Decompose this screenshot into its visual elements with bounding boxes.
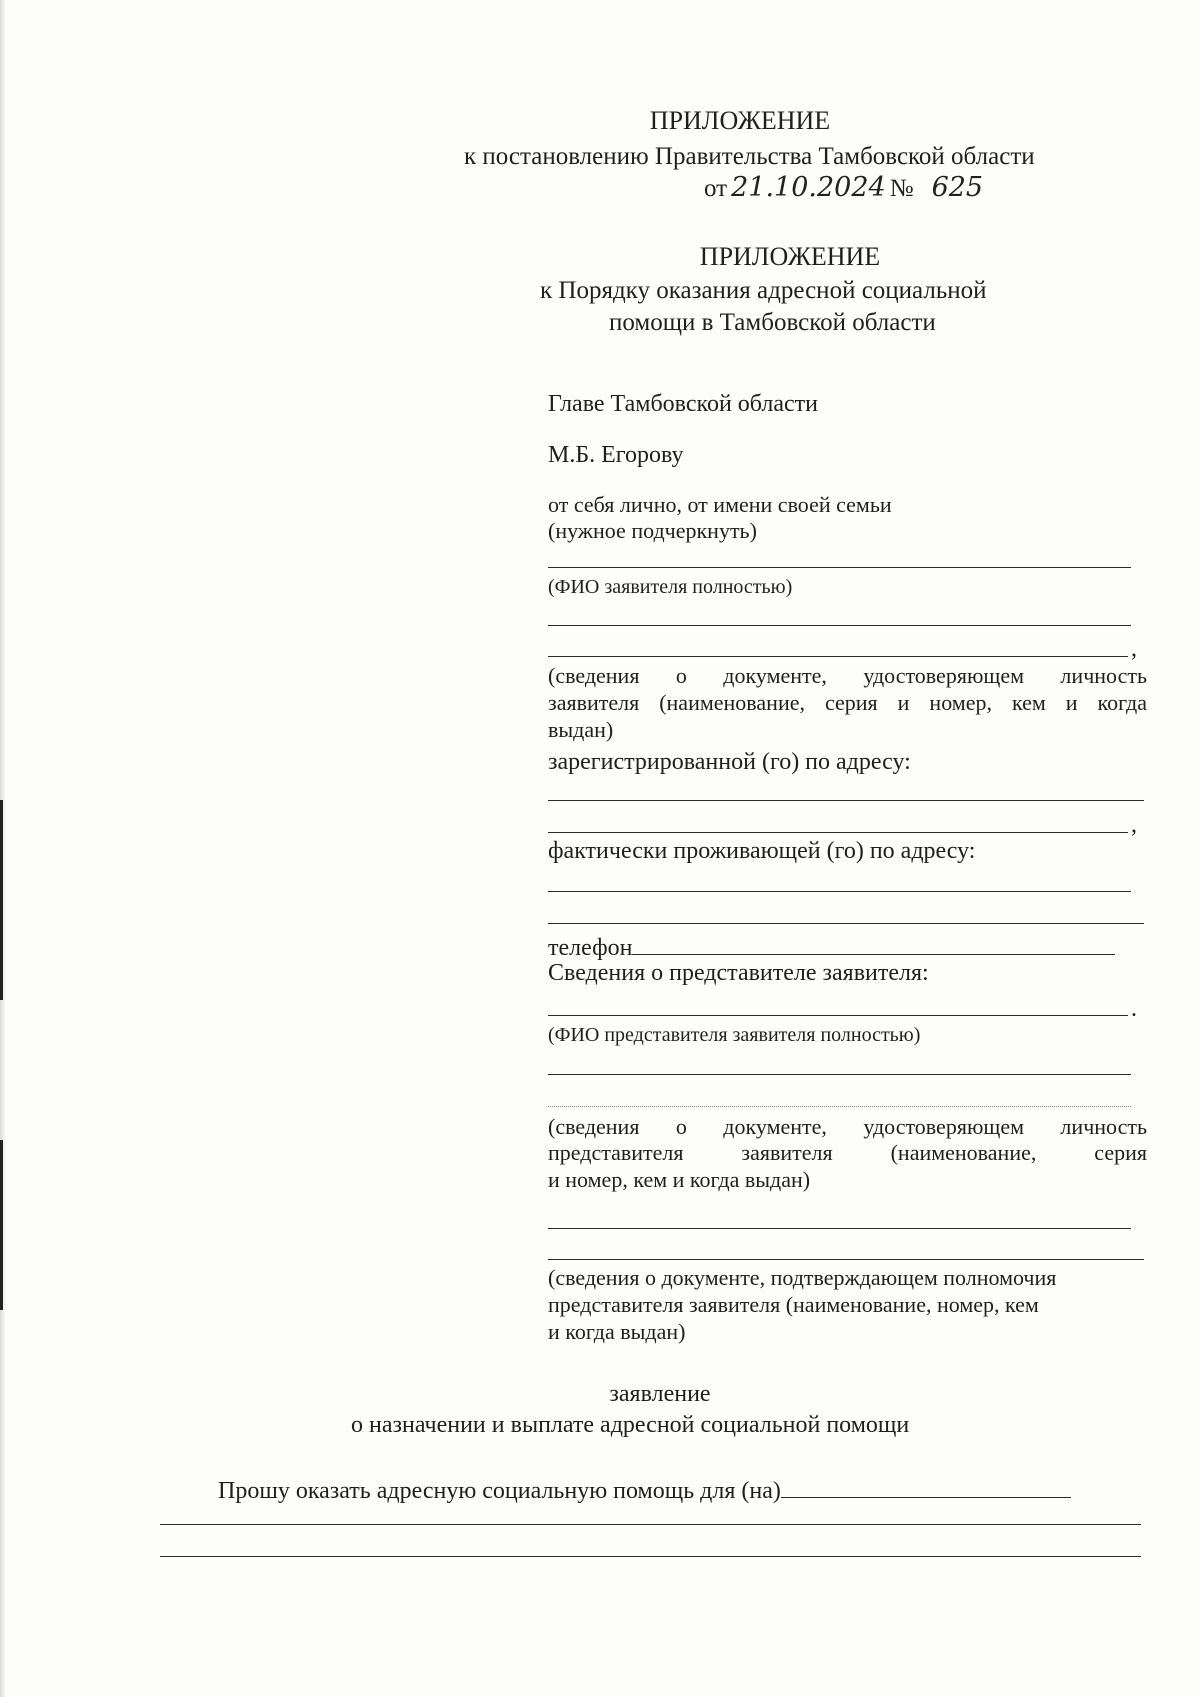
representative-authority-hint-line2: представителя заявителя (наименование, номер, кем — [548, 1292, 1039, 1317]
registered-address-label: зарегистрированной (го) по адресу: — [548, 749, 911, 775]
request-row — [218, 1475, 1071, 1505]
actual-address-blank-1[interactable] — [548, 891, 1131, 892]
representative-fio-hint: (ФИО представителя заявителя полностью) — [548, 1024, 921, 1046]
representative-authority-hint-line1: (сведения о документе, подтверждающем полномочия — [548, 1265, 1057, 1290]
appendix-to: к постановлению Правительства Тамбовской области — [464, 143, 1035, 170]
representative-fio-dot: . — [1131, 996, 1137, 1022]
applicant-doc-hint-line3: выдан) — [548, 717, 614, 742]
registered-address-blank-1[interactable] — [548, 800, 1144, 801]
representative-doc-hint-line3: и номер, кем и когда выдан) — [548, 1167, 811, 1192]
resolution-date-number — [704, 172, 983, 203]
applicant-fio-blank[interactable] — [548, 567, 1131, 568]
representative-doc-hint-line1: (сведения о документе, удостоверяющем личность — [548, 1114, 1147, 1139]
actual-address-blank-2[interactable] — [548, 923, 1144, 924]
handwritten-date: 21.10.2024 — [731, 172, 886, 203]
representative-authority-blank-2[interactable] — [548, 1259, 1144, 1260]
on-behalf-line2: (нужное подчеркнуть) — [548, 518, 757, 543]
phone-row — [548, 932, 1115, 962]
applicant-doc-hint-line2: заявителя (наименование, серия и номер, кем и когда — [548, 690, 1147, 715]
scan-mark — [0, 800, 3, 1000]
from-prefix: от — [704, 175, 728, 202]
request-blank-3[interactable] — [160, 1556, 1141, 1557]
registered-address-blank-2[interactable] — [548, 832, 1128, 833]
registered-address-comma: , — [1131, 812, 1137, 838]
representative-doc-blank-1[interactable] — [548, 1074, 1131, 1075]
statement-subtitle: о назначении и выплате адресной социальной помощи — [351, 1412, 910, 1438]
representative-doc-blank-2[interactable] — [548, 1106, 1131, 1107]
handwritten-number: 625 — [931, 172, 984, 203]
order-appendix-line2: помощи в Тамбовской области — [609, 309, 936, 336]
representative-heading: Сведения о представителе заявителя: — [548, 960, 929, 986]
number-sign: № — [889, 175, 914, 202]
request-text: Прошу оказать адресную социальную помощь для (на) — [218, 1478, 781, 1504]
applicant-doc-hint-line1: (сведения о документе, удостоверяющем личность — [548, 663, 1147, 688]
addressee-to: Главе Тамбовской области — [548, 391, 819, 417]
order-appendix-line1: к Порядку оказания адресной социальной — [540, 277, 987, 304]
scan-mark — [0, 1140, 3, 1310]
applicant-fio-hint: (ФИО заявителя полностью) — [548, 576, 793, 598]
applicant-doc-blank-1[interactable] — [548, 625, 1131, 626]
on-behalf-line1: от себя лично, от имени своей семьи — [548, 492, 892, 517]
phone-label: телефон — [548, 935, 633, 961]
representative-authority-blank-1[interactable] — [548, 1228, 1131, 1229]
representative-fio-blank[interactable] — [548, 1015, 1128, 1016]
phone-blank[interactable] — [632, 932, 1115, 955]
representative-doc-hint-line2: представителя заявителя (наименование, серия — [548, 1140, 1147, 1165]
addressee-name: М.Б. Егорову — [548, 442, 684, 468]
request-blank-2[interactable] — [160, 1524, 1141, 1525]
representative-authority-hint-line3: и когда выдан) — [548, 1319, 686, 1344]
applicant-doc-blank-2[interactable] — [548, 656, 1128, 657]
statement-title: заявление — [609, 1381, 711, 1407]
appendix-title: ПРИЛОЖЕНИЕ — [649, 106, 831, 135]
order-appendix-title: ПРИЛОЖЕНИЕ — [699, 242, 881, 271]
actual-address-label: фактически проживающей (го) по адресу: — [548, 838, 976, 864]
request-blank[interactable] — [781, 1475, 1071, 1498]
applicant-doc-comma: , — [1131, 636, 1137, 662]
